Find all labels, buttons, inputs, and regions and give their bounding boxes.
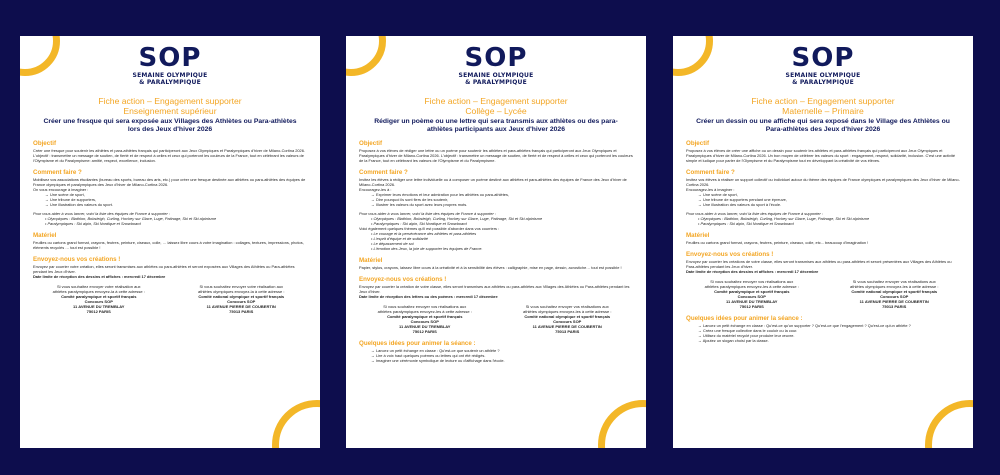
section-text: Papier, stylos, crayons, laissez libre cours à la créativité et à la sensibilité des élèves : calligraphie, mise en page, dessin, acrostiche… tout est possible ! [359, 265, 622, 270]
list-item: → Une scène de sport, [698, 192, 738, 197]
list-item: • Paralympiques : Ski alpin, Ski Nordique et Snowboard [371, 221, 467, 226]
section-text: Envoyez par courrier la création de votre classe, elles seront transmises aux athlètes ou para-athlètes aux Villages des Athlètes ou Para-athlètes pendant les Jeux d'hiver. [359, 284, 630, 294]
sop-logo: SOP SEMAINE OLYMPIQUE & PARALYMPIQUE [785, 43, 861, 86]
list-item: → Exprimer leurs émotions et leur admiration pour les athlètes ou para-athlètes, [371, 192, 509, 197]
page-title: Fiche action – Engagement supporter [424, 96, 568, 106]
section-text: Proposez à vos élèves de créer une affiche ou un dessin pour soutenir les athlètes et para-athlètes français qui participeront aux Jeux Olympiques et Paralympiques d'hiver de Milano-Cortina 2026. Un bon moyen de célébrer les valeurs du sport : engagement, respect, solidarité, inclusion. C'est une activité simple et ludique pour parler de l'Olympisme et du Paralympisme tout en développant la créativité de vos élèves. [686, 148, 956, 163]
list-item: → Une illustration des valeurs du sport. [45, 202, 113, 207]
deadline: Date limite de réception des dessins et affiches : mercredi 17 décembre [33, 274, 166, 279]
list-item: • Olympiques : Biathlon, Bobsleigh, Curling, Hockey sur Glace, Luge, Patinage, Ski et Ski alpinisme [698, 216, 870, 221]
section-text: Proposez à vos élèves de rédiger une lettre ou un poème pour soutenir les athlètes et para-athlètes français qui participeront aux Jeux Olympiques et Paralympiques d'hiver de Milano-Cortina 2026. L'objectif : transmettre un message de soutien, de fierté et de respect à celles et ceux qui porteront les couleurs de la France, tout en célébrant les valeurs de l'Olympisme et du Paralympisme. [359, 148, 633, 163]
corner-arc-decoration [925, 400, 973, 448]
section-heading: Quelques idées pour animer la séance : [686, 315, 803, 322]
section-text: Feuilles ou cartons grand format, crayons, feutres, peinture, ciseaux, colle, etc... beaucoup d'imagination ! [686, 240, 869, 245]
section-heading: Comment faire ? [33, 169, 82, 176]
address-block: Si vous souhaitez envoyer votre réalisation aux athlètes paralympiques envoyez-la à cette adresse : Comité paralympique et sportif français Concours SOP 11 AVENUE DU TREMBLAY 75012 PARIS Si vous souhaitez envoyer votre réalisation aux athlètes olympiques envoyez-la à cette adresse : Comité national olympique et sportif français Concours SOP 11 AVENUE PIERRE DE COUBERTIN 75013 PARIS [52, 284, 285, 314]
list-item: → Lancez un petit échange en classe : Qu'est-ce que soutenir un athlète ? [371, 348, 500, 353]
deadline: Date limite de réception des lettres ou des poèmes : mercredi 17 décembre [359, 294, 498, 299]
list-item: → Imaginer une cérémonie symbolique de lecture ou d'affichage dans l'école. [371, 358, 505, 363]
section-heading: Comment faire ? [359, 169, 408, 176]
list-item: • L'esprit d'équipe et de solidarité [371, 236, 428, 241]
sop-logo: SOP SEMAINE OLYMPIQUE & PARALYMPIQUE [132, 43, 208, 86]
section-text: Invitez vos élèves à réaliser un support collectif ou individuel autour du thème des équipes de France olympiques et paralympiques des Jeux d'hiver de Milano-Cortina 2026. [686, 177, 960, 187]
list-item: • Le dépassement de soi [371, 241, 414, 246]
list-item: → Lancez un petit échange en classe : Qu'est-ce qu'un supporter ? Qu'est-ce que l'engagement ? Qu'est-ce qu'un athlète ? [698, 323, 911, 328]
section-heading: Envoyez-nous vos créations ! [359, 276, 447, 283]
page-level: Maternelle – Primaire [782, 106, 864, 116]
section-heading: Matériel [33, 232, 57, 239]
section-text: Invitez les élèves à rédiger une lettre individuelle ou à composer un poème destiné aux athlètes et para-athlètes des équipes de France des Jeux d'hiver de Milano-Cortina 2026. [359, 177, 627, 187]
page-subtitle: Créer un dessin ou une affiche qui sera exposé dans le Village des Athlètes ou Para-athlètes des Jeux d'hiver 2026 [696, 118, 950, 133]
section-heading: Objectif [359, 140, 383, 147]
page-subtitle: Rédiger un poème ou une lettre qui sera transmis aux athlètes ou des para-athlètes participants aux Jeux d'hiver 2026 [374, 118, 618, 133]
deadline: Date limite de réception des dessins et affiches : mercredi 17 décembre [686, 269, 819, 274]
list-item: → Une illustration des valeurs du sport à l'école. [698, 202, 782, 207]
list-item: • Le courage et la persévérance des athlètes et para-athlètes [371, 231, 477, 236]
list-item: → Illustrer les valeurs du sport avec leurs propres mots. [371, 202, 468, 207]
page-level: Enseignement supérieur [123, 106, 217, 116]
list-item: → Ajoutez un slogan choisi par la classe. [698, 338, 769, 343]
document-page-superieur: SOP SEMAINE OLYMPIQUE & PARALYMPIQUE Fiche action – Engagement supporter Enseignement supérieur Créer une fresque qui sera exposée aux Villages des Athlètes ou Para-athlètes lors des Jeux d'hiver 2026 Objectif Créer une fresque pour soutenir les athlètes et para-athlètes français qui participeront aux Jeux Olympiques et Paralympiques d'hiver de Milano-Cortina 2026. L'objectif : transmettre un message de soutien, de fierté et de respect à celles et ceux qui porteront les couleurs de la France, tout en célébrant les valeurs de l'Olympisme et du Paralympisme: amitié, respect, excellence, inclusion. Comment faire ? Mobilisez vos associations étudiantes (bureau des sports, bureau des arts, etc.) pour créer une fresque destinée aux athlètes ou para-athlètes des équipes de France olympiques et paralympiques des Jeux d'hiver de Milano-Cortina 2026. On vous encourage à imaginer : → Une scène de sport, → Une tribune de supporters, → Une illustration des valeurs du sport. Pour vous aider à vous lancer, voici la liste des équipes de France à supporter : • Olympiques : Biathlon, Bobsleigh, Curling, Hockey sur Glace, Luge, Patinage, Ski et Ski alpinisme • Paralympiques : Ski alpin, Ski Nordique et Snowboard Matériel Feuilles ou cartons grand format, crayons, feutres, peinture, ciseaux, colle, … laissez libre cours à votre imagination : collages, textures, impressions, photos, éléments recyclés … tout est possible ! Envoyez-nous vos créations ! Envoyez par courrier votre création, elles seront transmises aux athlètes ou para-athlètes et seront exposées aux Villages des Athlètes ou Para-athlètes pendant les Jeux d'hiver. Date limite de réception des dessins et affiches : mercredi 17 décembre Si vous souhaitez envoyer votre réalisation aux athlètes paralympiques envoyez-la à cette adresse : Comité paralympique et sportif français Concours SOP 11 AVENUE DU TREMBLAY 75012 PARIS Si vous souhaitez envoyer votre réalisation aux athlètes olympiques envoyez-la à cette adresse : Comité national olympique et sportif français Concours SOP 11 AVENUE PIERRE DE COUBERTIN 75013 PARIS [20, 36, 320, 448]
section-heading: Envoyez-nous vos créations ! [33, 256, 121, 263]
list-item: → Utilisez du matériel recyclé pour produire leur œuvre. [698, 333, 795, 338]
section-text: Envoyez par courrier les créations de votre classe, elles seront transmises aux athlètes ou para-athlètes et seront présentées aux Villages des Athlètes ou Para-athlètes pendant les Jeux d'hiver. [686, 259, 952, 269]
section-text: Feuilles ou cartons grand format, crayons, feutres, peinture, ciseaux, colle, … laissez libre cours à votre imagination : collages, textures, impressions, photos, éléments recyclés … tout est possible ! [33, 240, 304, 250]
section-heading: Envoyez-nous vos créations ! [686, 251, 774, 258]
sop-logo: SOP SEMAINE OLYMPIQUE & PARALYMPIQUE [458, 43, 534, 86]
section-text: Créer une fresque pour soutenir les athlètes et para-athlètes français qui participeront aux Jeux Olympiques et Paralympiques d'hiver de Milano-Cortina 2026. L'objectif : transmettre un message de soutien, de fierté et de respect à celles et ceux qui porteront les couleurs de la France, tout en célébrant les valeurs de l'Olympisme et du Paralympisme: amitié, respect, excellence, inclusion. [33, 148, 305, 163]
corner-arc-decoration [598, 400, 646, 448]
document-page-maternelle-primaire: SOP SEMAINE OLYMPIQUE & PARALYMPIQUE Fiche action – Engagement supporter Maternelle – Primaire Créer un dessin ou une affiche qui sera exposé dans le Village des Athlètes ou Para-athlètes des Jeux d'hiver 2026 Objectif Proposez à vos élèves de créer une affiche ou un dessin pour soutenir les athlètes et para-athlètes français qui participeront aux Jeux Olympiques et Paralympiques d'hiver de Milano-Cortina 2026. Un bon moyen de célébrer les valeurs du sport : engagement, respect, solidarité, inclusion. C'est une activité simple et ludique pour parler de l'Olympisme et du Paralympisme tout en développant la créativité de vos élèves. Comment faire ? Invitez vos élèves à réaliser un support collectif ou individuel autour du thème des équipes de France olympiques et paralympiques des Jeux d'hiver de Milano-Cortina 2026. Encouragez-les à imaginer : → Une scène de sport, → Une tribune de supporters pendant une épreuve, → Une illustration des valeurs du sport à l'école. Pour vous aider à vous lancer, voici la liste des équipes de France à supporter : • Olympiques : Biathlon, Bobsleigh, Curling, Hockey sur Glace, Luge, Patinage, Ski et Ski alpinisme • Paralympiques : Ski alpin, Ski Nordique et Snowboard Matériel Feuilles ou cartons grand format, crayons, feutres, peinture, ciseaux, colle, etc... beaucoup d'imagination ! Envoyez-nous vos créations ! Envoyez par courrier les créations de votre classe, elles seront transmises aux athlètes ou para-athlètes et seront présentées aux Villages des Athlètes ou Para-athlètes pendant les Jeux d'hiver. Date limite de réception des dessins et affiches : mercredi 17 décembre Si vous souhaitez envoyer vos réalisations aux athlètes paralympiques envoyez-les à cette adresse : Comité paralympique et sportif français Concours SOP 11 AVENUE DU TREMBLAY 75012 PARIS Si vous souhaitez envoyer vos réalisations aux athlètes olympiques envoyez-les à cette adresse : Comité national olympique et sportif français Concours SOP 11 AVENUE PIERRE DE COUBERTIN 75013 PARIS Quelques idées pour animer la séance : → Lancez un petit échange en classe : Qu'est-ce qu'un supporter ? Qu'est-ce que l'engagement ? Qu'est-ce qu'un athlète ? → Créez une fresque collective dans le couloir ou la cour. → Utilisez du matériel recyclé pour produire leur œuvre. → Ajoutez un slogan choisi par la classe. [673, 36, 973, 448]
list-item: → Une scène de sport, [45, 192, 85, 197]
page-title: Fiche action – Engagement supporter [751, 96, 895, 106]
section-heading: Objectif [686, 140, 710, 147]
list-item: • Paralympiques : Ski alpin, Ski Nordique et Snowboard [698, 221, 794, 226]
list-item: • Olympiques : Biathlon, Bobsleigh, Curling, Hockey sur Glace, Luge, Patinage, Ski et Ski alpinisme [371, 216, 543, 221]
section-heading: Objectif [33, 140, 57, 147]
section-text: Mobilisez vos associations étudiantes (bureau des sports, bureau des arts, etc.) pour créer une fresque destinée aux athlètes ou para-athlètes des équipes de France olympiques et paralympiques des Jeux d'hiver de Milano-Cortina 2026. [33, 177, 306, 187]
list-item: → Une tribune de supporters, [45, 197, 97, 202]
section-heading: Matériel [359, 257, 383, 264]
list-item: → Créez une fresque collective dans le couloir ou la cour. [698, 328, 798, 333]
list-item: → Une tribune de supporters pendant une épreuve, [698, 197, 787, 202]
list-item: • L'émotion des Jeux, la joie de supporter les équipes de France. [371, 246, 483, 251]
corner-arc-decoration [272, 400, 320, 448]
section-heading: Comment faire ? [686, 169, 735, 176]
address-block: Si vous souhaitez envoyer vos réalisations aux athlètes paralympiques envoyez-les à cette adresse : Comité paralympique et sportif français Concours SOP 11 AVENUE DU TREMBLAY 75012 PARIS Si vous souhaitez envoyer vos réalisations aux athlètes olympiques envoyez-les à cette adresse : Comité national olympique et sportif français Concours SOP 11 AVENUE PIERRE DE COUBERTIN 75013 PARIS [377, 304, 612, 334]
section-heading: Matériel [686, 232, 710, 239]
section-heading: Quelques idées pour animer la séance : [359, 340, 476, 347]
document-page-college-lycee: SOP SEMAINE OLYMPIQUE & PARALYMPIQUE Fiche action – Engagement supporter Collège – Lycée Rédiger un poème ou une lettre qui sera transmis aux athlètes ou des para-athlètes participants aux Jeux d'hiver 2026 Objectif Proposez à vos élèves de rédiger une lettre ou un poème pour soutenir les athlètes et para-athlètes français qui participeront aux Jeux Olympiques et Paralympiques d'hiver de Milano-Cortina 2026. L'objectif : transmettre un message de soutien, de fierté et de respect à celles et ceux qui porteront les couleurs de la France, tout en célébrant les valeurs de l'Olympisme et du Paralympisme. Comment faire ? Invitez les élèves à rédiger une lettre individuelle ou à composer un poème destiné aux athlètes et para-athlètes des équipes de France des Jeux d'hiver de Milano-Cortina 2026. Encouragez-les à : → Exprimer leurs émotions et leur admiration pour les athlètes ou para-athlètes, → Dire pourquoi ils sont fiers de les soutenir, → Illustrer les valeurs du sport avec leurs propres mots. Pour vous aider à vous lancer, voici la liste des équipes de France à supporter : • Olympiques : Biathlon, Bobsleigh, Curling, Hockey sur Glace, Luge, Patinage, Ski et Ski alpinisme • Paralympiques : Ski alpin, Ski Nordique et Snowboard Voici également quelques thèmes qu'il est possible d'aborder dans vos courriers : • Le courage et la persévérance des athlètes et para-athlètes • L'esprit d'équipe et de solidarité • Le dépassement de soi • L'émotion des Jeux, la joie de supporter les équipes de France. Matériel Papier, stylos, crayons, laissez libre cours à la créativité et à la sensibilité des élèves : calligraphie, mise en page, dessin, acrostiche… tout est possible ! Envoyez-nous vos créations ! Envoyez par courrier la création de votre classe, elles seront transmises aux athlètes ou para-athlètes aux Villages des Athlètes ou Para-athlètes pendant les Jeux d'hiver. Date limite de réception des lettres ou des poèmes : mercredi 17 décembre Si vous souhaitez envoyer vos réalisations aux athlètes paralympiques envoyez-les à cette adresse : Comité paralympique et sportif français Concours SOP 11 AVENUE DU TREMBLAY 75012 PARIS Si vous souhaitez envoyer vos réalisations aux athlètes olympiques envoyez-les à cette adresse : Comité national olympique et sportif français Concours SOP 11 AVENUE PIERRE DE COUBERTIN 75013 PARIS Quelques idées pour animer la séance : → Lancez un petit échange en classe : Qu'est-ce que soutenir un athlète ? → Lire à voix haut quelques poèmes ou lettres qui ont été rédigés. → Imaginer une cérémonie symbolique de lecture ou d'affichage dans l'école. [346, 36, 646, 448]
page-title: Fiche action – Engagement supporter [98, 96, 242, 106]
page-level: Collège – Lycée [465, 106, 527, 116]
address-block: Si vous souhaitez envoyer vos réalisations aux athlètes paralympiques envoyez-les à cette adresse : Comité paralympique et sportif français Concours SOP 11 AVENUE DU TREMBLAY 75012 PARIS Si vous souhaitez envoyer vos réalisations aux athlètes olympiques envoyez-les à cette adresse : Comité national olympique et sportif français Concours SOP 11 AVENUE PIERRE DE COUBERTIN 75013 PARIS [704, 279, 939, 309]
page-subtitle: Créer une fresque qui sera exposée aux Villages des Athlètes ou Para-athlètes lors des Jeux d'hiver 2026 [43, 118, 297, 133]
list-item: • Paralympiques : Ski alpin, Ski Nordique et Snowboard [45, 221, 141, 226]
list-item: • Olympiques : Biathlon, Bobsleigh, Curling, Hockey sur Glace, Luge, Patinage, Ski et Ski alpinisme [45, 216, 217, 221]
section-text: Envoyez par courrier votre création, elles seront transmises aux athlètes ou para-athlètes et seront exposées aux Villages des Athlètes ou Para-athlètes pendant les Jeux d'hiver. [33, 264, 295, 274]
list-item: → Dire pourquoi ils sont fiers de les soutenir, [371, 197, 449, 202]
list-item: → Lire à voix haut quelques poèmes ou lettres qui ont été rédigés. [371, 353, 486, 358]
